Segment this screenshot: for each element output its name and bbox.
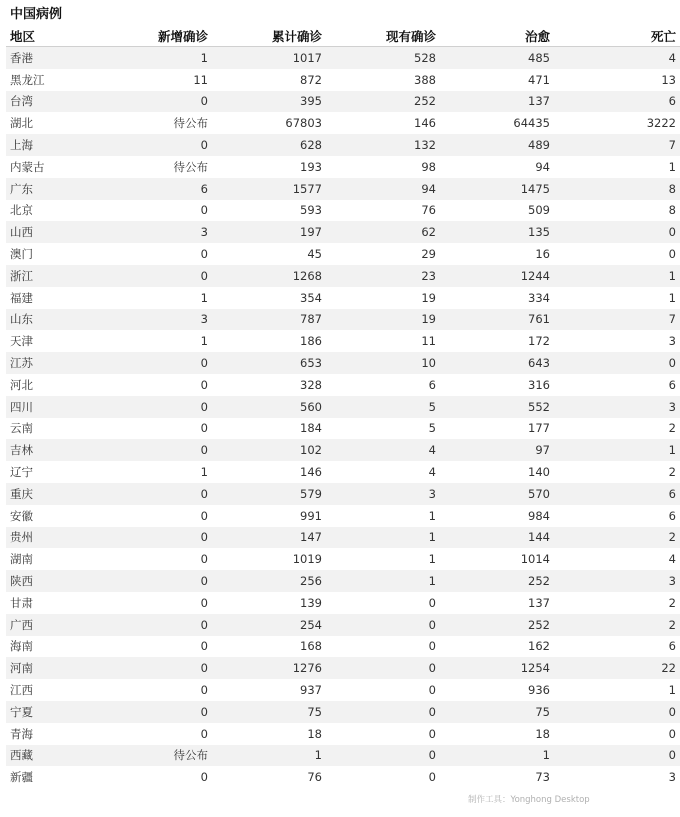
- cell-current-confirmed: 0: [326, 657, 440, 679]
- cell-region: 辽宁: [6, 461, 102, 483]
- cell-cured: 334: [440, 287, 554, 309]
- cell-total-confirmed: 1017: [212, 47, 326, 69]
- cell-total-confirmed: 653: [212, 352, 326, 374]
- cell-new-confirmed: 0: [102, 483, 212, 505]
- cell-cured: 471: [440, 69, 554, 91]
- cell-total-confirmed: 1: [212, 745, 326, 767]
- table-row: [6, 701, 680, 723]
- cell-new-confirmed: 0: [102, 766, 212, 788]
- cell-region: 浙江: [6, 265, 102, 287]
- table-row: [6, 505, 680, 527]
- cell-cured: 1244: [440, 265, 554, 287]
- cell-cured: 144: [440, 527, 554, 549]
- cell-new-confirmed: 11: [102, 69, 212, 91]
- table-row: [6, 570, 680, 592]
- cell-region: 河南: [6, 657, 102, 679]
- cell-new-confirmed: 0: [102, 723, 212, 745]
- cell-region: 山西: [6, 221, 102, 243]
- cell-cured: 489: [440, 134, 554, 156]
- cell-total-confirmed: 628: [212, 134, 326, 156]
- cell-deaths: 4: [554, 47, 680, 69]
- cell-current-confirmed: 132: [326, 134, 440, 156]
- cell-region: 青海: [6, 723, 102, 745]
- cell-region: 湖北: [6, 112, 102, 134]
- china-cases-table: [6, 26, 680, 788]
- cell-current-confirmed: 6: [326, 374, 440, 396]
- cell-total-confirmed: 256: [212, 570, 326, 592]
- cell-cured: 1475: [440, 178, 554, 200]
- cell-region: 香港: [6, 47, 102, 69]
- cell-region: 台湾: [6, 91, 102, 113]
- cell-region: 黑龙江: [6, 69, 102, 91]
- cell-total-confirmed: 254: [212, 614, 326, 636]
- cell-region: 上海: [6, 134, 102, 156]
- cell-deaths: 7: [554, 134, 680, 156]
- cell-current-confirmed: 4: [326, 461, 440, 483]
- cell-new-confirmed: 6: [102, 178, 212, 200]
- cell-current-confirmed: 19: [326, 287, 440, 309]
- cell-region: 江西: [6, 679, 102, 701]
- cell-deaths: 2: [554, 614, 680, 636]
- cell-new-confirmed: 0: [102, 374, 212, 396]
- cell-cured: 1014: [440, 548, 554, 570]
- cell-region: 山东: [6, 309, 102, 331]
- cell-current-confirmed: 146: [326, 112, 440, 134]
- cell-current-confirmed: 0: [326, 614, 440, 636]
- cell-current-confirmed: 5: [326, 396, 440, 418]
- cell-new-confirmed: 待公布: [102, 745, 212, 767]
- footer-credit: 制作工具：Yonghong Desktop: [468, 795, 590, 805]
- cell-cured: 761: [440, 309, 554, 331]
- table-row: [6, 439, 680, 461]
- table-row: [6, 614, 680, 636]
- cell-cured: 485: [440, 47, 554, 69]
- cell-cured: 172: [440, 330, 554, 352]
- table-row: [6, 461, 680, 483]
- cell-total-confirmed: 787: [212, 309, 326, 331]
- table-row: [6, 309, 680, 331]
- column-header-deaths[interactable]: 死亡: [554, 26, 680, 47]
- cell-region: 甘肃: [6, 592, 102, 614]
- cell-deaths: 8: [554, 178, 680, 200]
- cell-deaths: 3: [554, 766, 680, 788]
- table-row: [6, 265, 680, 287]
- cell-new-confirmed: 1: [102, 287, 212, 309]
- cell-total-confirmed: 139: [212, 592, 326, 614]
- cell-new-confirmed: 1: [102, 47, 212, 69]
- cell-total-confirmed: 872: [212, 69, 326, 91]
- cell-total-confirmed: 193: [212, 156, 326, 178]
- cell-new-confirmed: 0: [102, 265, 212, 287]
- cell-new-confirmed: 0: [102, 200, 212, 222]
- cell-total-confirmed: 147: [212, 527, 326, 549]
- cell-total-confirmed: 593: [212, 200, 326, 222]
- cell-region: 四川: [6, 396, 102, 418]
- cell-current-confirmed: 10: [326, 352, 440, 374]
- table-row: [6, 330, 680, 352]
- cell-total-confirmed: 45: [212, 243, 326, 265]
- cell-total-confirmed: 67803: [212, 112, 326, 134]
- cell-region: 河北: [6, 374, 102, 396]
- cell-deaths: 6: [554, 636, 680, 658]
- cell-deaths: 1: [554, 679, 680, 701]
- cell-cured: 570: [440, 483, 554, 505]
- cell-new-confirmed: 3: [102, 221, 212, 243]
- cell-total-confirmed: 76: [212, 766, 326, 788]
- cell-deaths: 7: [554, 309, 680, 331]
- cell-deaths: 13: [554, 69, 680, 91]
- cell-new-confirmed: 0: [102, 614, 212, 636]
- table-row: [6, 483, 680, 505]
- cell-region: 贵州: [6, 527, 102, 549]
- table-row: [6, 221, 680, 243]
- cell-region: 湖南: [6, 548, 102, 570]
- cell-region: 江苏: [6, 352, 102, 374]
- cell-new-confirmed: 0: [102, 396, 212, 418]
- cell-total-confirmed: 560: [212, 396, 326, 418]
- cell-deaths: 1: [554, 287, 680, 309]
- table-row: [6, 745, 680, 767]
- table-body: [6, 47, 680, 789]
- cell-deaths: 3: [554, 570, 680, 592]
- cell-deaths: 0: [554, 745, 680, 767]
- cell-region: 澳门: [6, 243, 102, 265]
- cell-cured: 97: [440, 439, 554, 461]
- cell-cured: 137: [440, 91, 554, 113]
- cell-current-confirmed: 0: [326, 723, 440, 745]
- cell-current-confirmed: 62: [326, 221, 440, 243]
- column-header-cured[interactable]: 治愈: [440, 26, 554, 47]
- cell-current-confirmed: 0: [326, 766, 440, 788]
- cell-deaths: 6: [554, 483, 680, 505]
- cell-cured: 73: [440, 766, 554, 788]
- cell-current-confirmed: 4: [326, 439, 440, 461]
- cell-deaths: 22: [554, 657, 680, 679]
- table-row: [6, 592, 680, 614]
- cell-total-confirmed: 354: [212, 287, 326, 309]
- cell-region: 新疆: [6, 766, 102, 788]
- cell-deaths: 3222: [554, 112, 680, 134]
- cell-total-confirmed: 1268: [212, 265, 326, 287]
- cell-current-confirmed: 1: [326, 548, 440, 570]
- cell-current-confirmed: 5: [326, 418, 440, 440]
- cell-total-confirmed: 197: [212, 221, 326, 243]
- cell-cured: 1254: [440, 657, 554, 679]
- cell-new-confirmed: 0: [102, 592, 212, 614]
- cell-total-confirmed: 75: [212, 701, 326, 723]
- cell-region: 陕西: [6, 570, 102, 592]
- cell-current-confirmed: 1: [326, 527, 440, 549]
- cell-current-confirmed: 19: [326, 309, 440, 331]
- cell-deaths: 6: [554, 91, 680, 113]
- cell-new-confirmed: 0: [102, 134, 212, 156]
- page-title: 中国病例: [10, 7, 63, 22]
- cell-cured: 140: [440, 461, 554, 483]
- cell-current-confirmed: 1: [326, 570, 440, 592]
- cell-cured: 64435: [440, 112, 554, 134]
- cell-cured: 984: [440, 505, 554, 527]
- cell-deaths: 0: [554, 723, 680, 745]
- cell-current-confirmed: 0: [326, 679, 440, 701]
- cell-total-confirmed: 18: [212, 723, 326, 745]
- table-row: [6, 766, 680, 788]
- cell-deaths: 1: [554, 265, 680, 287]
- cell-region: 内蒙古: [6, 156, 102, 178]
- table-row: [6, 47, 680, 69]
- cell-total-confirmed: 186: [212, 330, 326, 352]
- cell-cured: 552: [440, 396, 554, 418]
- table-row: [6, 134, 680, 156]
- cell-deaths: 2: [554, 461, 680, 483]
- cell-total-confirmed: 146: [212, 461, 326, 483]
- cell-cured: 18: [440, 723, 554, 745]
- cell-deaths: 1: [554, 156, 680, 178]
- cell-current-confirmed: 29: [326, 243, 440, 265]
- table-row: [6, 178, 680, 200]
- cell-deaths: 0: [554, 243, 680, 265]
- cell-deaths: 3: [554, 396, 680, 418]
- table-row: [6, 112, 680, 134]
- table-row: [6, 374, 680, 396]
- cell-region: 北京: [6, 200, 102, 222]
- cell-new-confirmed: 0: [102, 243, 212, 265]
- cell-deaths: 0: [554, 352, 680, 374]
- cell-deaths: 3: [554, 330, 680, 352]
- cell-new-confirmed: 1: [102, 461, 212, 483]
- cell-new-confirmed: 0: [102, 91, 212, 113]
- table-row: [6, 200, 680, 222]
- cell-current-confirmed: 0: [326, 701, 440, 723]
- cell-current-confirmed: 98: [326, 156, 440, 178]
- cell-new-confirmed: 0: [102, 352, 212, 374]
- cell-current-confirmed: 3: [326, 483, 440, 505]
- cell-deaths: 0: [554, 701, 680, 723]
- cell-new-confirmed: 0: [102, 548, 212, 570]
- cell-new-confirmed: 待公布: [102, 156, 212, 178]
- cell-new-confirmed: 0: [102, 418, 212, 440]
- cell-region: 重庆: [6, 483, 102, 505]
- cell-current-confirmed: 76: [326, 200, 440, 222]
- cell-new-confirmed: 待公布: [102, 112, 212, 134]
- cell-cured: 16: [440, 243, 554, 265]
- cell-deaths: 6: [554, 505, 680, 527]
- cell-cured: 252: [440, 570, 554, 592]
- table-row: [6, 636, 680, 658]
- cell-total-confirmed: 991: [212, 505, 326, 527]
- cell-cured: 177: [440, 418, 554, 440]
- table-row: [6, 91, 680, 113]
- cell-new-confirmed: 0: [102, 439, 212, 461]
- table-row: [6, 679, 680, 701]
- cell-deaths: 4: [554, 548, 680, 570]
- cell-cured: 135: [440, 221, 554, 243]
- cell-new-confirmed: 0: [102, 636, 212, 658]
- cell-total-confirmed: 328: [212, 374, 326, 396]
- cell-current-confirmed: 23: [326, 265, 440, 287]
- cell-cured: 936: [440, 679, 554, 701]
- cell-current-confirmed: 0: [326, 636, 440, 658]
- cell-current-confirmed: 1: [326, 505, 440, 527]
- cell-total-confirmed: 168: [212, 636, 326, 658]
- cell-region: 海南: [6, 636, 102, 658]
- cell-deaths: 2: [554, 418, 680, 440]
- column-header-total-confirmed[interactable]: 累计确诊: [212, 26, 326, 47]
- table-row: [6, 287, 680, 309]
- cell-new-confirmed: 0: [102, 657, 212, 679]
- table-row: [6, 396, 680, 418]
- cell-total-confirmed: 1276: [212, 657, 326, 679]
- cell-total-confirmed: 937: [212, 679, 326, 701]
- cell-current-confirmed: 528: [326, 47, 440, 69]
- cell-cured: 252: [440, 614, 554, 636]
- table-row: [6, 418, 680, 440]
- cell-cured: 1: [440, 745, 554, 767]
- cell-cured: 643: [440, 352, 554, 374]
- cell-region: 广东: [6, 178, 102, 200]
- cell-new-confirmed: 1: [102, 330, 212, 352]
- cell-new-confirmed: 0: [102, 679, 212, 701]
- table-row: [6, 69, 680, 91]
- table-row: [6, 156, 680, 178]
- cell-cured: 137: [440, 592, 554, 614]
- cell-total-confirmed: 184: [212, 418, 326, 440]
- cell-new-confirmed: 0: [102, 505, 212, 527]
- cell-new-confirmed: 0: [102, 527, 212, 549]
- table-row: [6, 243, 680, 265]
- cell-cured: 75: [440, 701, 554, 723]
- table-row: [6, 548, 680, 570]
- cell-total-confirmed: 395: [212, 91, 326, 113]
- cell-new-confirmed: 0: [102, 701, 212, 723]
- column-header-region[interactable]: 地区: [6, 26, 102, 47]
- cell-deaths: 2: [554, 592, 680, 614]
- cell-current-confirmed: 252: [326, 91, 440, 113]
- cell-current-confirmed: 94: [326, 178, 440, 200]
- cell-new-confirmed: 3: [102, 309, 212, 331]
- cell-current-confirmed: 11: [326, 330, 440, 352]
- cell-region: 安徽: [6, 505, 102, 527]
- cell-region: 天津: [6, 330, 102, 352]
- table-row: [6, 723, 680, 745]
- cell-deaths: 0: [554, 221, 680, 243]
- cell-region: 吉林: [6, 439, 102, 461]
- cell-total-confirmed: 1019: [212, 548, 326, 570]
- cell-deaths: 8: [554, 200, 680, 222]
- cell-current-confirmed: 0: [326, 745, 440, 767]
- cell-total-confirmed: 1577: [212, 178, 326, 200]
- cell-deaths: 1: [554, 439, 680, 461]
- cell-cured: 316: [440, 374, 554, 396]
- cell-deaths: 2: [554, 527, 680, 549]
- column-header-new-confirmed[interactable]: 新增确诊: [102, 26, 212, 47]
- table-row: [6, 352, 680, 374]
- table-header-row: [6, 26, 680, 47]
- cell-region: 宁夏: [6, 701, 102, 723]
- cell-cured: 162: [440, 636, 554, 658]
- column-header-current-confirmed[interactable]: 现有确诊: [326, 26, 440, 47]
- cell-total-confirmed: 102: [212, 439, 326, 461]
- table-row: [6, 657, 680, 679]
- cell-new-confirmed: 0: [102, 570, 212, 592]
- cell-current-confirmed: 0: [326, 592, 440, 614]
- cell-cured: 509: [440, 200, 554, 222]
- cell-region: 西藏: [6, 745, 102, 767]
- cell-current-confirmed: 388: [326, 69, 440, 91]
- cell-total-confirmed: 579: [212, 483, 326, 505]
- cell-region: 广西: [6, 614, 102, 636]
- table-row: [6, 527, 680, 549]
- cell-region: 云南: [6, 418, 102, 440]
- cell-region: 福建: [6, 287, 102, 309]
- cell-cured: 94: [440, 156, 554, 178]
- cell-deaths: 6: [554, 374, 680, 396]
